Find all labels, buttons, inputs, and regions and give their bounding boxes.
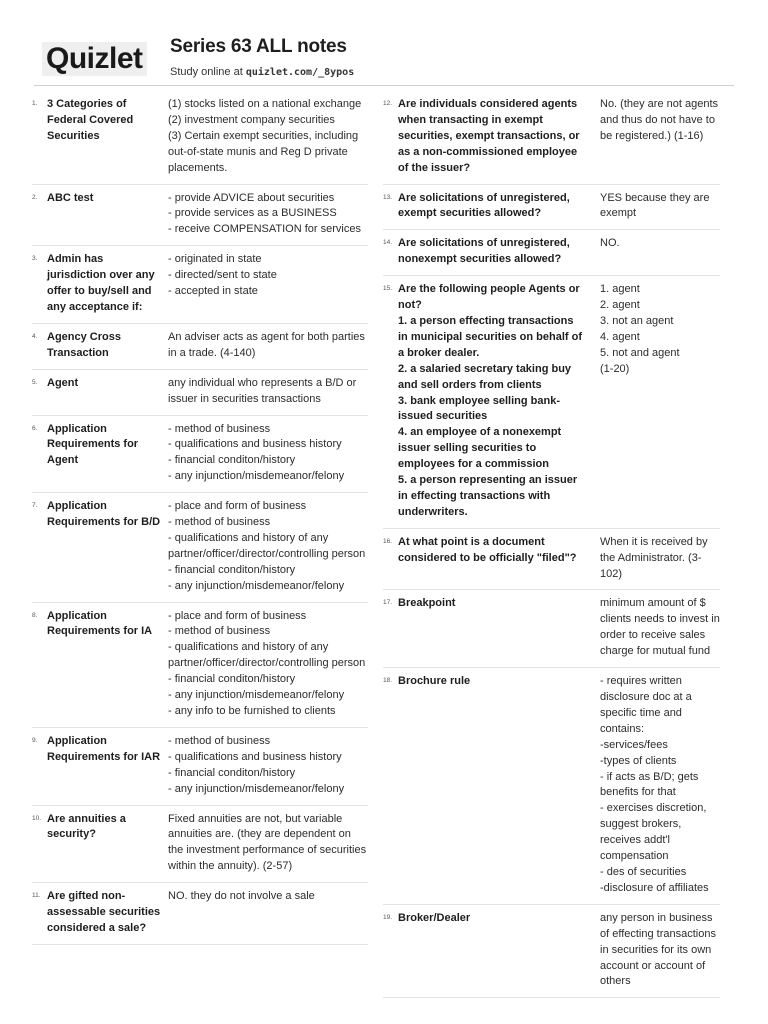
- card-definition: - method of business - qualifications and business history - financial conditon/history - any injunction/misdemeanor/felony: [168, 422, 345, 483]
- quizlet-logo[interactable]: Quizlet: [42, 42, 147, 76]
- card-row: [383, 276, 720, 529]
- card-term: Are solicitations of unregistered, exempt securities allowed?: [398, 191, 570, 220]
- card-number: 17.: [383, 599, 393, 607]
- card-definition: When it is received by the Administrator. (3-102): [600, 535, 708, 580]
- card-row: [383, 230, 720, 276]
- card-number: 5.: [32, 378, 38, 386]
- page-header: [34, 30, 734, 86]
- card-number: 7.: [32, 502, 38, 510]
- card-term: Broker/Dealer: [398, 911, 471, 924]
- card-number: 13.: [383, 193, 393, 201]
- card-term: Are the following people Agents or not? 1. a person effecting transactions in municipal securities on behalf of a broker dealer. 2. a salaried secretary taking buy and sell orders from clients 3. bank employee selling bank-issued securities 4. an employee of a nonexempt issuer selling securities to employees for a commission 5. a person representing an issuer in effecting transactions with underwriters.: [398, 283, 582, 518]
- card-row: [32, 728, 368, 806]
- card-definition: 1. agent 2. agent 3. not an agent 4. agent 5. not and agent (1-20): [600, 283, 680, 375]
- card-number: 11.: [32, 892, 41, 900]
- card-definition: any individual who represents a B/D or issuer in securities transactions: [168, 376, 357, 405]
- card-number: 6.: [32, 424, 38, 432]
- card-term: At what point is a document considered to be officially "filed"?: [398, 535, 577, 564]
- card-definition: any person in business of effecting transactions in securities for its own account or account of others: [600, 911, 716, 988]
- header-divider: [34, 85, 734, 86]
- card-term: Application Requirements for Agent: [47, 422, 139, 467]
- card-definition: - method of business - qualifications and business history - financial conditon/history - any injunction/misdemeanor/felony: [168, 734, 345, 795]
- card-definition: minimum amount of $ clients needs to invest in order to receive sales charge for mutual fund: [600, 597, 720, 658]
- study-link[interactable]: quizlet.com/_8ypos: [245, 67, 355, 78]
- card-row: [32, 324, 368, 370]
- card-row: [32, 806, 368, 884]
- card-term: Brochure rule: [398, 675, 471, 688]
- card-term: 3 Categories of Federal Covered Securities: [47, 98, 134, 142]
- card-term: Are gifted non-assessable securities considered a sale?: [47, 890, 161, 934]
- card-row: [32, 370, 368, 416]
- card-number: 2.: [32, 193, 38, 201]
- card-term: Agent: [47, 376, 79, 389]
- card-row: [32, 185, 368, 247]
- card-definition: (1) stocks listed on a national exchange (2) investment company securities (3) Certain exempt securities, including out-of-state munis and Reg D private placements.: [168, 98, 362, 174]
- card-number: 1.: [32, 100, 38, 107]
- card-term: Agency Cross Transaction: [47, 330, 121, 359]
- card-term: Application Requirements for B/D: [47, 500, 161, 529]
- left-card-column: [32, 91, 368, 945]
- card-row: [32, 91, 368, 185]
- card-definition: - place and form of business - method of business - qualifications and history of any partner/officer/director/controlling person - financial conditon/history - any injunction/misdemeanor/felony: [168, 500, 366, 592]
- card-number: 14.: [383, 239, 393, 247]
- card-term: Admin has jurisdiction over any offer to buy/sell and any acceptance if:: [47, 253, 155, 313]
- card-row: [32, 603, 368, 728]
- page-title: Series 63 ALL notes: [170, 36, 347, 57]
- card-number: 18.: [383, 677, 393, 685]
- card-row: [383, 185, 720, 231]
- card-term: Application Requirements for IAR: [47, 734, 161, 763]
- card-term: ABC test: [47, 191, 94, 204]
- card-number: 19.: [383, 913, 393, 921]
- card-row: [383, 529, 720, 591]
- card-term: Are annuities a security?: [47, 812, 126, 841]
- card-definition: YES because they are exempt: [600, 191, 710, 220]
- card-definition: NO.: [600, 237, 620, 250]
- card-row: [32, 416, 368, 494]
- card-row: [383, 91, 720, 185]
- card-number: 16.: [383, 537, 393, 545]
- card-term: Are solicitations of unregistered, nonexempt securities allowed?: [398, 237, 570, 266]
- card-row: [32, 246, 368, 324]
- card-number: 3.: [32, 255, 38, 263]
- card-number: 9.: [32, 736, 38, 744]
- card-number: 10.: [32, 814, 42, 822]
- card-term: Breakpoint: [398, 597, 456, 610]
- card-definition: - originated in state - directed/sent to state - accepted in state: [168, 253, 277, 298]
- card-definition: - requires written disclosure doc at a specific time and contains: -services/fees -types of clients - if acts as B/D; gets benefits for that - exercises discretion, suggest brokers, receives addt'l compensation - des of securities -disclosure of affiliates: [600, 675, 709, 894]
- card-row: [383, 590, 720, 668]
- card-number: 4.: [32, 332, 38, 340]
- card-definition: No. (they are not agents and thus do not have to be registered.) (1-16): [600, 98, 719, 142]
- card-definition: - provide ADVICE about securities - provide services as a BUSINESS - receive COMPENSATION for services: [168, 191, 361, 236]
- card-definition: NO. they do not involve a sale: [168, 890, 315, 903]
- card-number: 8.: [32, 611, 38, 619]
- card-definition: An adviser acts as agent for both parties in a trade. (4-140): [168, 330, 365, 359]
- subtitle-prefix: Study online at: [170, 66, 246, 78]
- card-definition: - place and form of business - method of business - qualifications and history of any partner/officer/director/controlling person - financial conditon/history - any injunction/misdemeanor/felony - any info to be furnished to clients: [168, 609, 366, 717]
- card-row: [32, 493, 368, 602]
- card-term: Application Requirements for IA: [47, 609, 153, 638]
- right-card-column: [383, 91, 720, 998]
- card-number: 15.: [383, 285, 393, 293]
- card-row: [32, 883, 368, 945]
- card-term: Are individuals considered agents when transacting in exempt securities, exempt transactions, or as a non-commissioned employee of the issuer?: [398, 98, 580, 174]
- page-subtitle: [170, 66, 354, 78]
- card-number: 12.: [383, 100, 393, 107]
- card-row: [383, 905, 720, 999]
- card-row: [383, 668, 720, 905]
- card-definition: Fixed annuities are not, but variable annuities are. (they are dependent on the investment performance of securities within the annuity). (2-57): [168, 812, 367, 873]
